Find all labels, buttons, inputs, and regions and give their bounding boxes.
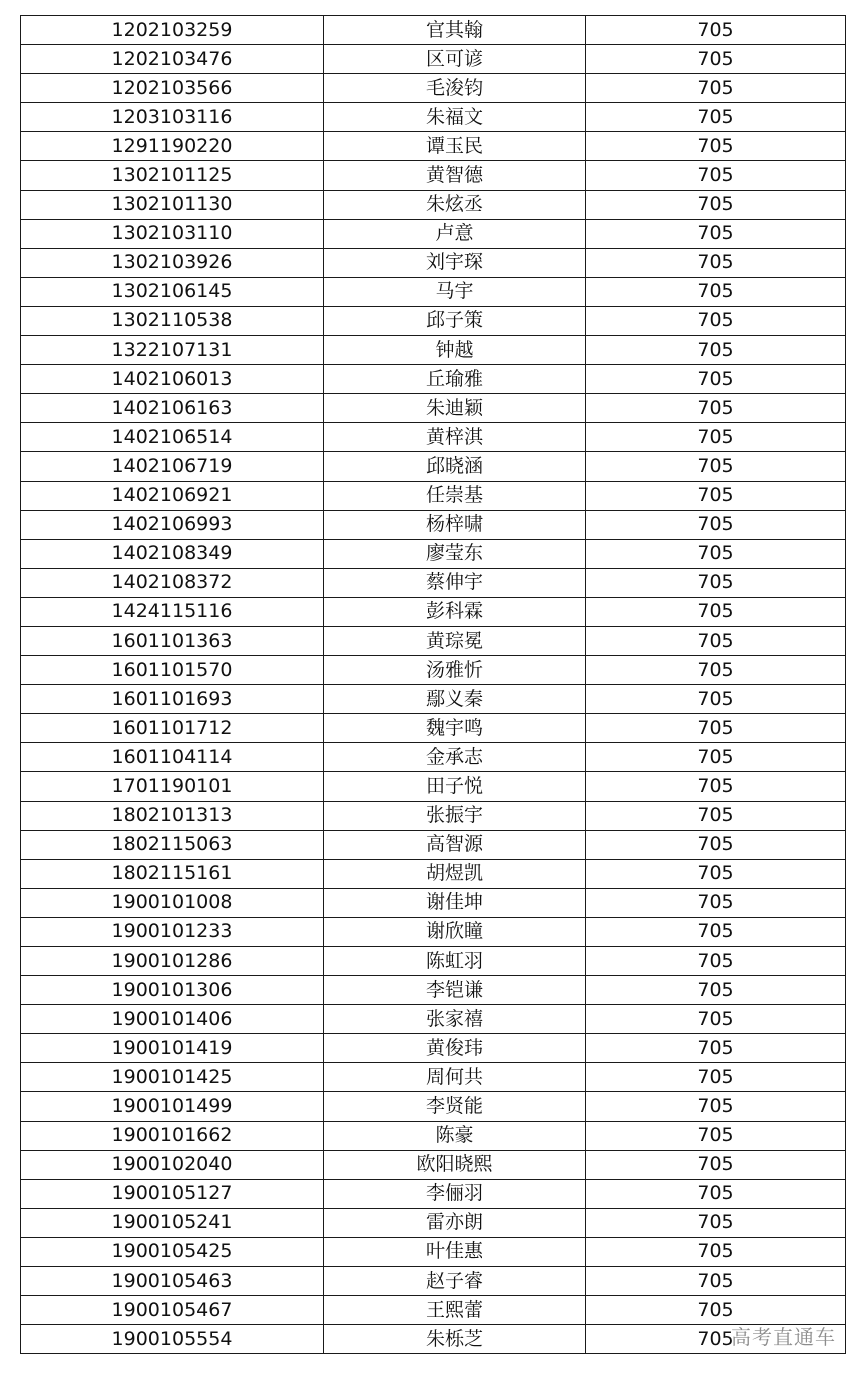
score-cell: 705 bbox=[586, 248, 846, 277]
score-cell: 705 bbox=[586, 1296, 846, 1325]
name-cell: 彭科霖 bbox=[324, 597, 586, 626]
name-cell: 汤雅忻 bbox=[324, 656, 586, 685]
name-cell: 黄梓淇 bbox=[324, 423, 586, 452]
name-cell: 黄琮冕 bbox=[324, 626, 586, 655]
score-cell: 705 bbox=[586, 103, 846, 132]
score-cell: 705 bbox=[586, 277, 846, 306]
table-row bbox=[21, 917, 846, 946]
id-cell: 1302110538 bbox=[21, 306, 324, 335]
name-cell: 赵子睿 bbox=[324, 1267, 586, 1296]
id-cell: 1601101693 bbox=[21, 685, 324, 714]
table-row bbox=[21, 568, 846, 597]
score-cell: 705 bbox=[586, 336, 846, 365]
id-cell: 1900101499 bbox=[21, 1092, 324, 1121]
id-cell: 1900102040 bbox=[21, 1150, 324, 1179]
id-cell: 1402106013 bbox=[21, 365, 324, 394]
table-row bbox=[21, 656, 846, 685]
table-row bbox=[21, 888, 846, 917]
name-cell: 雷亦朗 bbox=[324, 1208, 586, 1237]
table-row bbox=[21, 772, 846, 801]
table-row bbox=[21, 1150, 846, 1179]
name-cell: 高智源 bbox=[324, 830, 586, 859]
id-cell: 1900101233 bbox=[21, 917, 324, 946]
table-row bbox=[21, 1092, 846, 1121]
score-cell: 705 bbox=[586, 539, 846, 568]
name-cell: 田子悦 bbox=[324, 772, 586, 801]
id-cell: 1802115063 bbox=[21, 830, 324, 859]
name-cell: 李铠谦 bbox=[324, 976, 586, 1005]
table-row bbox=[21, 277, 846, 306]
score-cell: 705 bbox=[586, 510, 846, 539]
table-row bbox=[21, 626, 846, 655]
table-row bbox=[21, 801, 846, 830]
id-cell: 1900101406 bbox=[21, 1005, 324, 1034]
score-cell: 705 bbox=[586, 772, 846, 801]
table-row bbox=[21, 132, 846, 161]
table-row bbox=[21, 74, 846, 103]
id-cell: 1322107131 bbox=[21, 336, 324, 365]
score-cell: 705 bbox=[586, 1121, 846, 1150]
table-row bbox=[21, 510, 846, 539]
score-cell: 705 bbox=[586, 888, 846, 917]
table-row bbox=[21, 685, 846, 714]
id-cell: 1202103566 bbox=[21, 74, 324, 103]
id-cell: 1402108349 bbox=[21, 539, 324, 568]
id-cell: 1291190220 bbox=[21, 132, 324, 161]
name-cell: 欧阳晓熙 bbox=[324, 1150, 586, 1179]
watermark-text: 高考直通车 bbox=[731, 1325, 836, 1349]
score-cell: 705 bbox=[586, 1267, 846, 1296]
table-row bbox=[21, 1237, 846, 1266]
score-table-body bbox=[21, 16, 846, 1354]
score-cell: 705 bbox=[586, 626, 846, 655]
score-cell: 705 bbox=[586, 219, 846, 248]
score-cell: 705 bbox=[586, 830, 846, 859]
id-cell: 1900101419 bbox=[21, 1034, 324, 1063]
score-cell: 705 bbox=[586, 394, 846, 423]
name-cell: 钟越 bbox=[324, 336, 586, 365]
score-cell: 705 bbox=[586, 452, 846, 481]
table-row bbox=[21, 423, 846, 452]
id-cell: 1402108372 bbox=[21, 568, 324, 597]
name-cell: 毛浚钧 bbox=[324, 74, 586, 103]
score-cell: 705 bbox=[586, 306, 846, 335]
id-cell: 1900101425 bbox=[21, 1063, 324, 1092]
table-row bbox=[21, 1005, 846, 1034]
name-cell: 刘宇琛 bbox=[324, 248, 586, 277]
name-cell: 马宇 bbox=[324, 277, 586, 306]
name-cell: 张振宇 bbox=[324, 801, 586, 830]
name-cell: 杨梓啸 bbox=[324, 510, 586, 539]
id-cell: 1900105554 bbox=[21, 1325, 324, 1354]
id-cell: 1701190101 bbox=[21, 772, 324, 801]
name-cell: 邱子策 bbox=[324, 306, 586, 335]
id-cell: 1900105467 bbox=[21, 1296, 324, 1325]
score-cell: 705 bbox=[586, 976, 846, 1005]
score-cell: 705 bbox=[586, 1237, 846, 1266]
id-cell: 1802101313 bbox=[21, 801, 324, 830]
id-cell: 1402106993 bbox=[21, 510, 324, 539]
score-cell: 705 bbox=[586, 1325, 846, 1354]
table-row bbox=[21, 1063, 846, 1092]
score-cell: 705 bbox=[586, 1005, 846, 1034]
name-cell: 黄俊玮 bbox=[324, 1034, 586, 1063]
table-row bbox=[21, 365, 846, 394]
table-row bbox=[21, 394, 846, 423]
name-cell: 卢意 bbox=[324, 219, 586, 248]
name-cell: 朱福文 bbox=[324, 103, 586, 132]
score-cell: 705 bbox=[586, 685, 846, 714]
name-cell: 张家禧 bbox=[324, 1005, 586, 1034]
score-cell: 705 bbox=[586, 947, 846, 976]
score-cell: 705 bbox=[586, 74, 846, 103]
id-cell: 1402106163 bbox=[21, 394, 324, 423]
table-row bbox=[21, 219, 846, 248]
id-cell: 1900105127 bbox=[21, 1179, 324, 1208]
table-row bbox=[21, 947, 846, 976]
score-cell: 705 bbox=[586, 423, 846, 452]
name-cell: 金承志 bbox=[324, 743, 586, 772]
name-cell: 朱迪颖 bbox=[324, 394, 586, 423]
name-cell: 朱炫丞 bbox=[324, 190, 586, 219]
id-cell: 1202103259 bbox=[21, 16, 324, 45]
table-row bbox=[21, 336, 846, 365]
id-cell: 1302103110 bbox=[21, 219, 324, 248]
id-cell: 1601101712 bbox=[21, 714, 324, 743]
name-cell: 谭玉民 bbox=[324, 132, 586, 161]
score-cell: 705 bbox=[586, 656, 846, 685]
table-row bbox=[21, 306, 846, 335]
id-cell: 1424115116 bbox=[21, 597, 324, 626]
id-cell: 1900105463 bbox=[21, 1267, 324, 1296]
score-cell: 705 bbox=[586, 1179, 846, 1208]
id-cell: 1802115161 bbox=[21, 859, 324, 888]
table-row bbox=[21, 976, 846, 1005]
score-cell: 705 bbox=[586, 568, 846, 597]
name-cell: 王熙蕾 bbox=[324, 1296, 586, 1325]
name-cell: 陈豪 bbox=[324, 1121, 586, 1150]
name-cell: 丘瑜雅 bbox=[324, 365, 586, 394]
table-row bbox=[21, 248, 846, 277]
table-row bbox=[21, 859, 846, 888]
id-cell: 1402106921 bbox=[21, 481, 324, 510]
table-row bbox=[21, 1034, 846, 1063]
table-row bbox=[21, 481, 846, 510]
id-cell: 1302101130 bbox=[21, 190, 324, 219]
name-cell: 朱栎芝 bbox=[324, 1325, 586, 1354]
score-cell: 705 bbox=[586, 743, 846, 772]
id-cell: 1402106719 bbox=[21, 452, 324, 481]
table-row bbox=[21, 1121, 846, 1150]
table-row bbox=[21, 1267, 846, 1296]
score-cell: 705 bbox=[586, 1034, 846, 1063]
score-cell: 705 bbox=[586, 597, 846, 626]
name-cell: 谢欣瞳 bbox=[324, 917, 586, 946]
id-cell: 1900101286 bbox=[21, 947, 324, 976]
table-row bbox=[21, 714, 846, 743]
name-cell: 周何共 bbox=[324, 1063, 586, 1092]
name-cell: 李俪羽 bbox=[324, 1179, 586, 1208]
table-row bbox=[21, 1325, 846, 1354]
score-cell: 705 bbox=[586, 714, 846, 743]
id-cell: 1900101662 bbox=[21, 1121, 324, 1150]
name-cell: 魏宇鸣 bbox=[324, 714, 586, 743]
name-cell: 任崇基 bbox=[324, 481, 586, 510]
score-cell: 705 bbox=[586, 45, 846, 74]
name-cell: 廖莹东 bbox=[324, 539, 586, 568]
id-cell: 1202103476 bbox=[21, 45, 324, 74]
id-cell: 1601104114 bbox=[21, 743, 324, 772]
table-row bbox=[21, 45, 846, 74]
table-row bbox=[21, 1296, 846, 1325]
table-row bbox=[21, 16, 846, 45]
score-cell: 705 bbox=[586, 1208, 846, 1237]
name-cell: 鄢义秦 bbox=[324, 685, 586, 714]
name-cell: 黄智德 bbox=[324, 161, 586, 190]
name-cell: 区可谚 bbox=[324, 45, 586, 74]
score-cell: 705 bbox=[586, 801, 846, 830]
name-cell: 蔡伸宇 bbox=[324, 568, 586, 597]
id-cell: 1900101306 bbox=[21, 976, 324, 1005]
score-cell: 705 bbox=[586, 190, 846, 219]
score-cell: 705 bbox=[586, 161, 846, 190]
score-cell: 705 bbox=[586, 365, 846, 394]
id-cell: 1402106514 bbox=[21, 423, 324, 452]
score-table bbox=[20, 15, 846, 1354]
table-row bbox=[21, 743, 846, 772]
score-cell: 705 bbox=[586, 1150, 846, 1179]
id-cell: 1302106145 bbox=[21, 277, 324, 306]
table-row bbox=[21, 103, 846, 132]
name-cell: 官其翰 bbox=[324, 16, 586, 45]
name-cell: 邱晓涵 bbox=[324, 452, 586, 481]
table-row bbox=[21, 161, 846, 190]
id-cell: 1900105241 bbox=[21, 1208, 324, 1237]
score-cell: 705 bbox=[586, 1092, 846, 1121]
table-row bbox=[21, 597, 846, 626]
name-cell: 胡煜凯 bbox=[324, 859, 586, 888]
name-cell: 谢佳坤 bbox=[324, 888, 586, 917]
score-cell: 705 bbox=[586, 132, 846, 161]
table-row bbox=[21, 452, 846, 481]
score-cell: 705 bbox=[586, 1063, 846, 1092]
table-row bbox=[21, 190, 846, 219]
id-cell: 1900101008 bbox=[21, 888, 324, 917]
score-cell: 705 bbox=[586, 917, 846, 946]
name-cell: 叶佳惠 bbox=[324, 1237, 586, 1266]
id-cell: 1203103116 bbox=[21, 103, 324, 132]
id-cell: 1900105425 bbox=[21, 1237, 324, 1266]
name-cell: 李贤能 bbox=[324, 1092, 586, 1121]
id-cell: 1302103926 bbox=[21, 248, 324, 277]
score-cell: 705 bbox=[586, 481, 846, 510]
score-cell: 705 bbox=[586, 859, 846, 888]
table-row bbox=[21, 539, 846, 568]
name-cell: 陈虹羽 bbox=[324, 947, 586, 976]
table-row bbox=[21, 830, 846, 859]
score-cell: 705 bbox=[586, 16, 846, 45]
table-row bbox=[21, 1179, 846, 1208]
id-cell: 1601101363 bbox=[21, 626, 324, 655]
table-row bbox=[21, 1208, 846, 1237]
id-cell: 1601101570 bbox=[21, 656, 324, 685]
id-cell: 1302101125 bbox=[21, 161, 324, 190]
